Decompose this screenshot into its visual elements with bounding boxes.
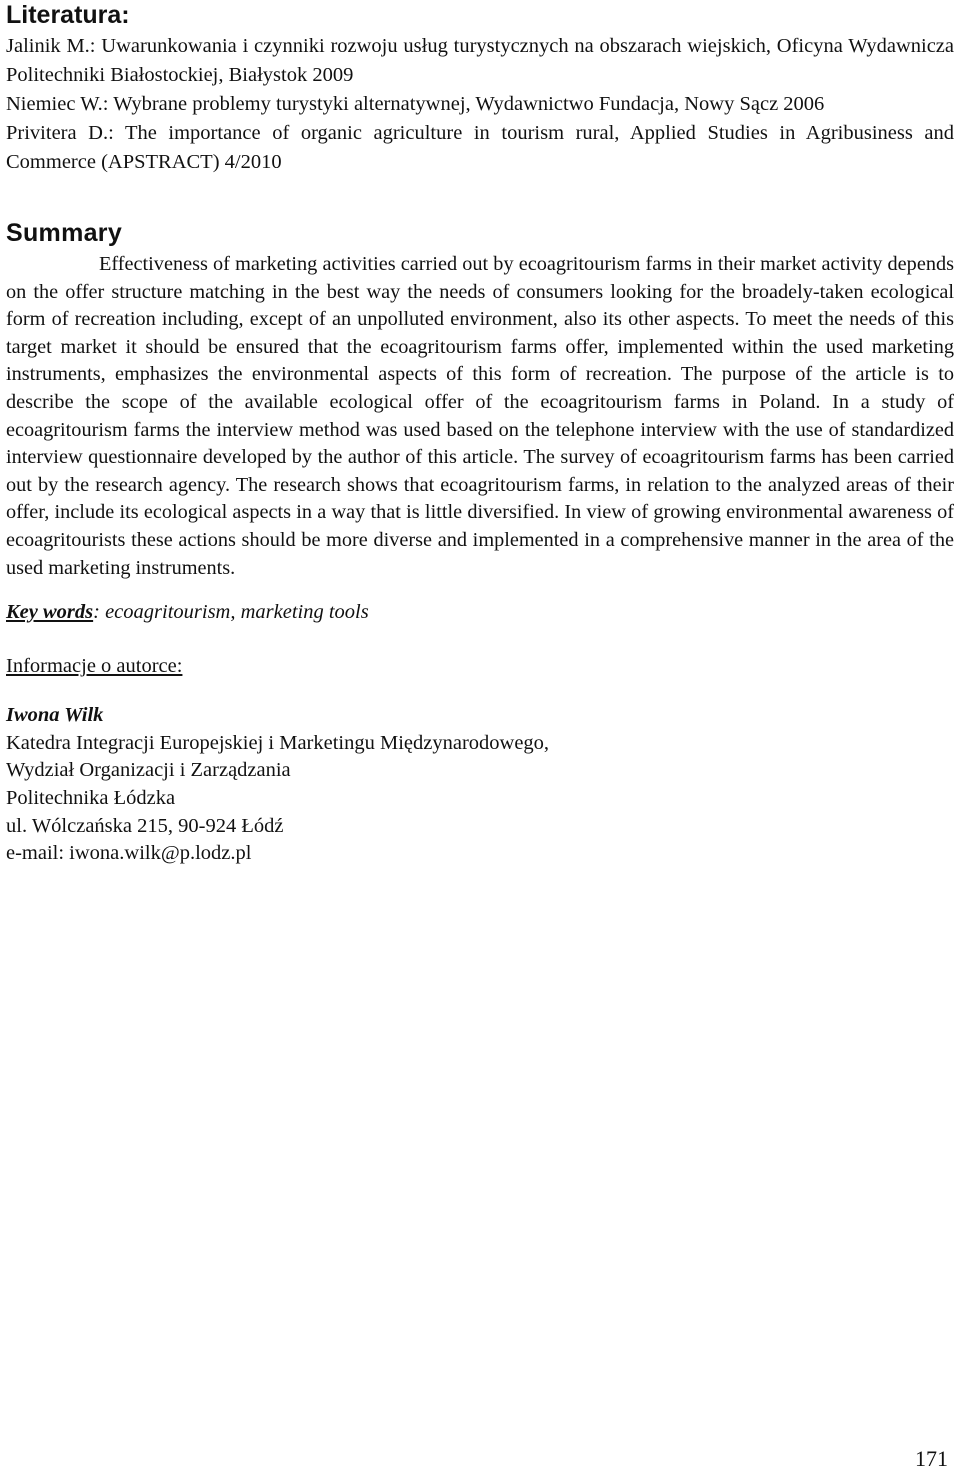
author-name: Iwona Wilk <box>6 704 104 727</box>
page-number: 171 <box>915 1446 948 1471</box>
literature-heading: Literatura: <box>6 1 130 29</box>
author-affiliation-line: Politechnika Łódzka <box>6 786 176 809</box>
author-address-line: ul. Wólczańska 215, 90-924 Łódź <box>6 814 284 837</box>
keywords-value: ecoagritourism, marketing tools <box>105 601 369 624</box>
reference-item: Jalinik M.: Uwarunkowania i czynniki rozwoju usług turystycznych na obszarach wiejskich, Oficyna Wydawnicza Politechniki Białostockiej, Białystok 2009 <box>6 35 954 86</box>
keywords-line <box>6 598 954 626</box>
author-affiliation-line: Wydział Organizacji i Zarządzania <box>6 759 291 782</box>
author-block <box>6 702 954 868</box>
summary-heading: Summary <box>6 219 123 247</box>
author-email: e-mail: iwona.wilk@p.lodz.pl <box>6 842 252 865</box>
summary-paragraph: Effectiveness of marketing activities carried out by ecoagritourism farms in their market activity depends on the offer structure matching in the best way the needs of consumers looking for the broadely-taken ecological form of recreation including, except of an unpolluted environment, also its other aspects. To meet the needs of this target market it should be ensured that the ecoagritourism farms offer, implemented within the used marketing instruments, emphasizes the environmental aspects of this form of recreation. The purpose of the article is to describe the scope of the available ecological offer of the ecoagritourism farms in Poland. In a study of ecoagritourism farms the interview method was used based on the telephone interview with the use of standardized interview questionnaire developed by the author of this article. The survey of ecoagritourism farms has been carried out by the research agency. The research shows that ecoagritourism farms, in relation to the analyzed areas of their offer, include its ecological aspects in a way that is little diversified. In view of growing environmental awareness of ecoagritourists these actions should be more diverse and implemented in a comprehensive manner in the area of the used marketing instruments. <box>6 253 954 579</box>
keywords-separator: : <box>93 601 106 624</box>
reference-item: Niemiec W.: Wybrane problemy turystyki alternatywnej, Wydawnictwo Fundacja, Nowy Sącz 2006 <box>6 93 825 115</box>
author-affiliation-line: Katedra Integracji Europejskiej i Marketingu Międzynarodowego, <box>6 731 550 754</box>
reference-item: Privitera D.: The importance of organic agriculture in tourism rural, Applied Studies in Agribusiness and Commerce (APSTRACT) 4/2010 <box>6 122 954 173</box>
document-page <box>6 0 954 1476</box>
keywords-label: Key words <box>6 601 94 624</box>
reference-list <box>6 32 954 177</box>
author-info-label: Informacje o autorce: <box>6 655 183 678</box>
